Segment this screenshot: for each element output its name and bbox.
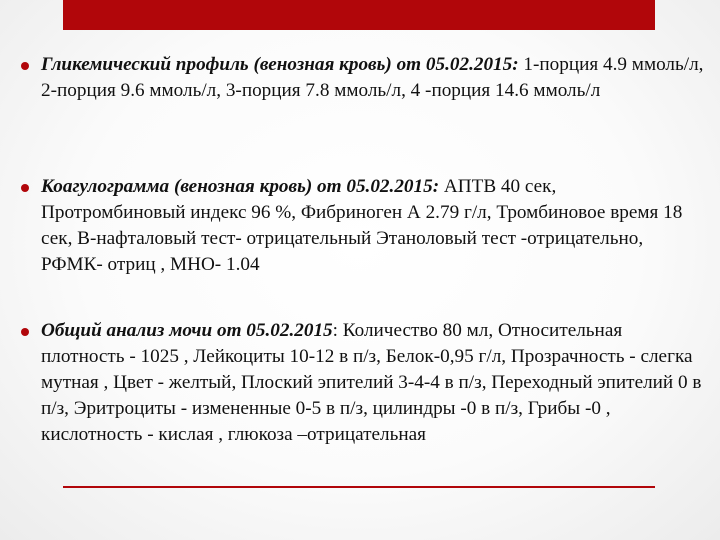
bullet-text (41, 174, 691, 278)
bullet-dot (21, 184, 29, 192)
bottom-accent-line (63, 486, 655, 488)
bullet-text (41, 52, 705, 104)
bullet-label: Гликемический профиль (венозная кровь) от 05.02.2015: (41, 54, 519, 75)
bullet-label: Коагулограмма (венозная кровь) от 05.02.2015: (41, 176, 440, 197)
bullet-label: Общий анализ мочи от 05.02.2015 (41, 320, 333, 341)
bullet-dot (21, 62, 29, 70)
bullet-body: : Количество 80 мл, Относительная плотность - 1025 , Лейкоциты 10-12 в п/з, Белок-0,95 г/л, Прозрачность - слегка мутная , Цвет - желтый, Плоский эпителий 3-4-4 в п/з, Переходный эпителий 0 в п/з, Эритроциты - измененные 0-5 в п/з, цилиндры -0 в п/з, Грибы -0 , кислотность - кислая , глюкоза –отрицательная (41, 320, 702, 445)
bullet-text (41, 318, 705, 448)
bullet-body: АПТВ 40 сек, Протромбиновый индекс 96 %, Фибриноген А 2.79 г/л, Тромбиновое время 18 сек, В-нафталовый тест- отрицательный Этаноловый тест -отрицательно, РФМК- отриц , МНО- 1.04 (41, 176, 683, 275)
top-accent-bar (63, 0, 655, 30)
bullet-dot (21, 328, 29, 336)
bullet-body: 1-порция 4.9 ммоль/л, 2-порция 9.6 ммоль/л, 3-порция 7.8 ммоль/л, 4 -порция 14.6 ммоль/л (41, 54, 704, 101)
